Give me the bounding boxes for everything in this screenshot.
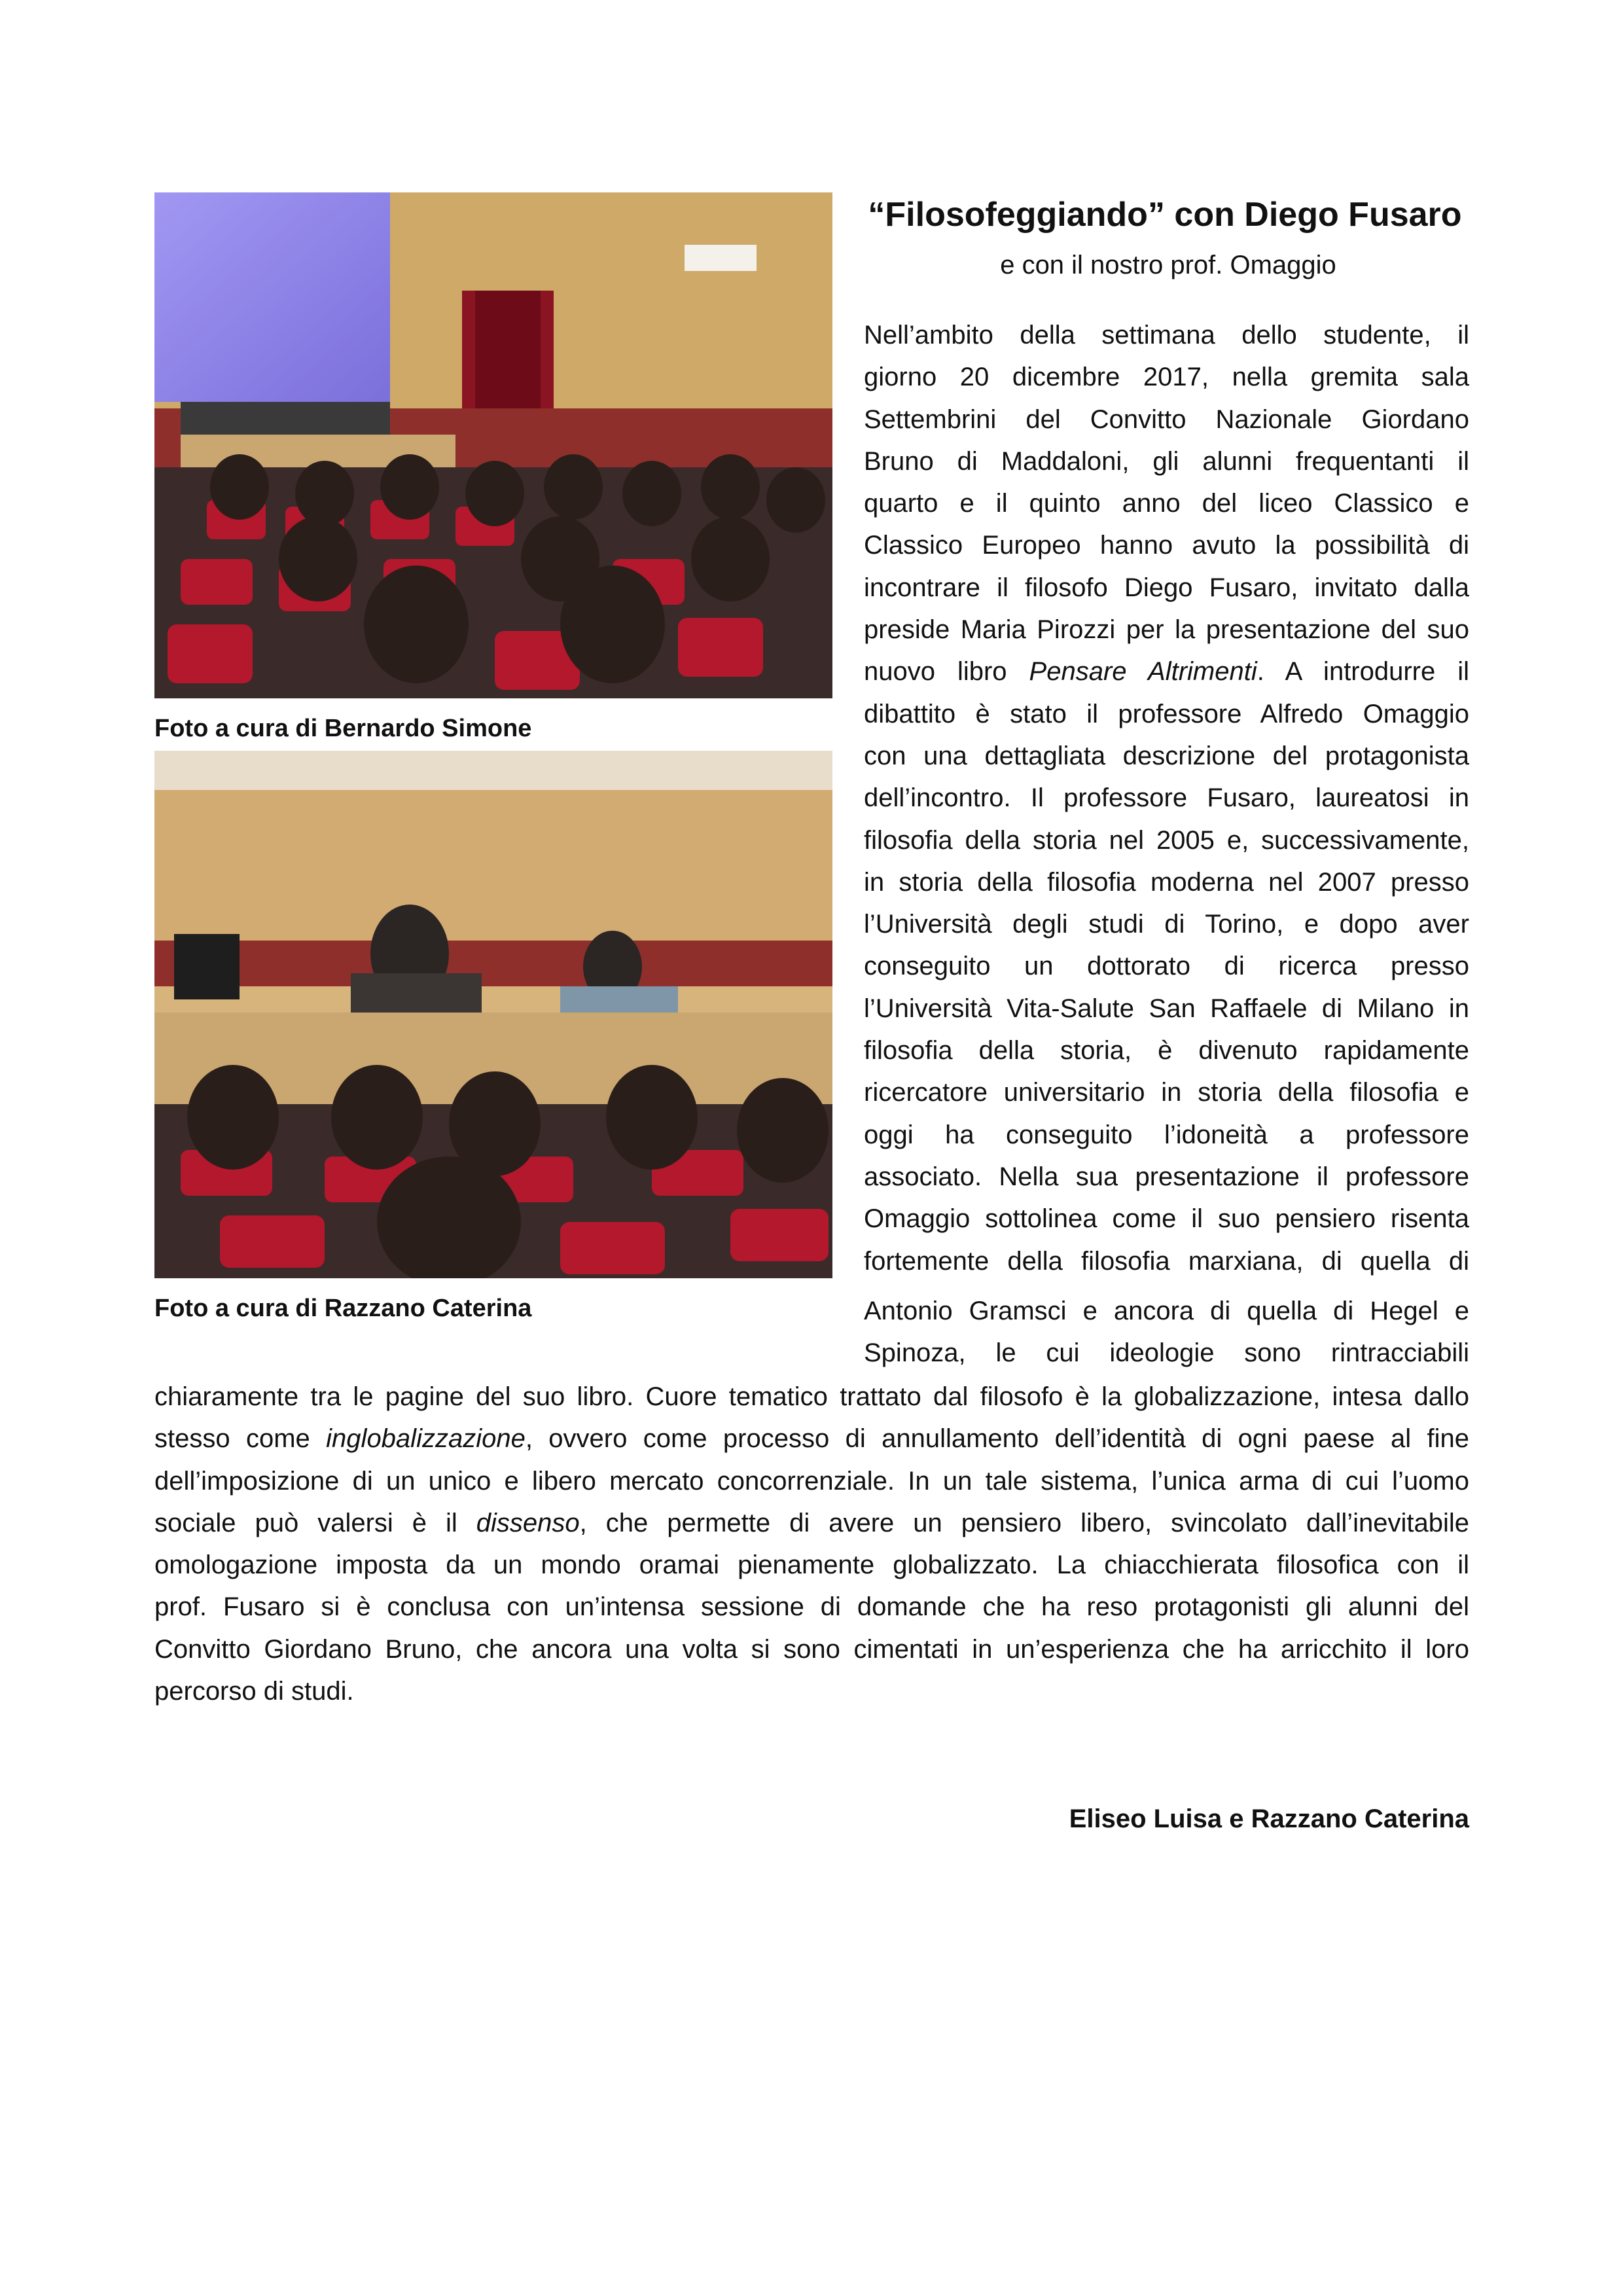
body-line: l’Università degli studi di Torino, e dopo aver bbox=[864, 910, 1469, 939]
emphasis-term: inglobalizzazione bbox=[326, 1424, 526, 1454]
photo-caption-2: Foto a cura di Razzano Caterina bbox=[154, 1295, 532, 1322]
body-line: l’Università Vita-Salute San Raffaele di Milano in bbox=[864, 994, 1469, 1023]
article-body-full-width bbox=[154, 1376, 1469, 1712]
photo-speakers-panel bbox=[154, 751, 832, 1278]
body-line: preside Maria Pirozzi per la presentazione del suo bbox=[864, 615, 1469, 645]
body-line bbox=[154, 1418, 1469, 1460]
body-text: , che permette di avere un pensiero libero, svincolato dall’inevitabile bbox=[579, 1508, 1469, 1537]
body-line: in storia della filosofia moderna nel 2007 presso bbox=[864, 867, 1469, 897]
body-line bbox=[154, 1502, 1469, 1544]
body-line: filosofia della storia nel 2005 e, successivamente, bbox=[864, 825, 1469, 855]
body-line: chiaramente tra le pagine del suo libro. Cuore tematico trattato dal filosofo è la globalizzazione, intesa dallo bbox=[154, 1382, 1469, 1411]
photo-caption-1: Foto a cura di Bernardo Simone bbox=[154, 715, 532, 742]
body-line: dell’imposizione di un unico e libero mercato concorrenziale. In un tale sistema, l’unica arma di cui l’uomo bbox=[154, 1466, 1469, 1496]
body-line: Nell’ambito della settimana dello studente, il bbox=[864, 321, 1469, 350]
body-line: fortemente della filosofia marxiana, di quella di bbox=[864, 1246, 1469, 1276]
body-line: prof. Fusaro si è conclusa con un’intensa sessione di domande che ha reso protagonisti gli alunni del bbox=[154, 1592, 1469, 1622]
article-subtitle: e con il nostro prof. Omaggio bbox=[1000, 251, 1336, 279]
photo-conference-hall bbox=[154, 192, 832, 698]
body-text: sociale può valersi è il bbox=[154, 1508, 476, 1537]
body-line bbox=[864, 651, 1469, 692]
photo-audience-wide-image bbox=[154, 192, 832, 698]
article-authors: Eliseo Luisa e Razzano Caterina bbox=[1069, 1804, 1469, 1833]
body-line: Spinoza, le cui ideologie sono rintracciabili bbox=[864, 1338, 1469, 1368]
emphasis-term: dissenso bbox=[476, 1508, 580, 1537]
body-line: omologazione imposta da un mondo oramai pienamente globalizzato. La chiacchierata filosofica con il bbox=[154, 1551, 1469, 1580]
body-line: Antonio Gramsci e ancora di quella di Hegel e bbox=[864, 1296, 1469, 1325]
body-line: dell’incontro. Il professore Fusaro, laureatosi in bbox=[864, 783, 1469, 813]
body-line: giorno 20 dicembre 2017, nella gremita sala bbox=[864, 363, 1469, 392]
body-line: Convitto Giordano Bruno, che ancora una volta si sono cimentati in un’esperienza che ha arricchito il loro bbox=[154, 1634, 1469, 1664]
body-line: percorso di studi. bbox=[154, 1677, 354, 1706]
body-text: . A introdurre il bbox=[1257, 657, 1469, 687]
body-line: Settembrini del Convitto Nazionale Giordano bbox=[864, 404, 1469, 434]
article-title: “Filosofeggiando” con Diego Fusaro bbox=[868, 196, 1462, 234]
body-line: incontrare il filosofo Diego Fusaro, invitato dalla bbox=[864, 573, 1469, 602]
body-line: quarto e il quinto anno del liceo Classico e bbox=[864, 489, 1469, 518]
body-line: ricercatore universitario in storia della filosofia e bbox=[864, 1078, 1469, 1107]
body-line: Bruno di Maddaloni, gli alunni frequentanti il bbox=[864, 446, 1469, 476]
book-title: Pensare Altrimenti bbox=[1029, 657, 1257, 687]
body-line: Omaggio sottolinea come il suo pensiero risenta bbox=[864, 1204, 1469, 1234]
body-text: , ovvero come processo di annullamento dell’identità di ogni paese al fine bbox=[525, 1424, 1469, 1454]
body-line: filosofia della storia, è divenuto rapidamente bbox=[864, 1036, 1469, 1066]
body-line: associato. Nella sua presentazione il professore bbox=[864, 1162, 1469, 1191]
body-text: nuovo libro bbox=[864, 657, 1029, 687]
body-line: dibattito è stato il professore Alfredo Omaggio bbox=[864, 699, 1469, 728]
body-line: oggi ha conseguito l’idoneità a professore bbox=[864, 1120, 1469, 1149]
body-text: stesso come bbox=[154, 1424, 327, 1454]
body-line: Classico Europeo hanno avuto la possibilità di bbox=[864, 531, 1469, 560]
body-line: con una dettagliata descrizione del protagonista bbox=[864, 741, 1469, 770]
photo-speakers-image bbox=[154, 751, 832, 1278]
article-body-column bbox=[864, 314, 1469, 1374]
body-line: conseguito un dottorato di ricerca presso bbox=[864, 952, 1469, 981]
